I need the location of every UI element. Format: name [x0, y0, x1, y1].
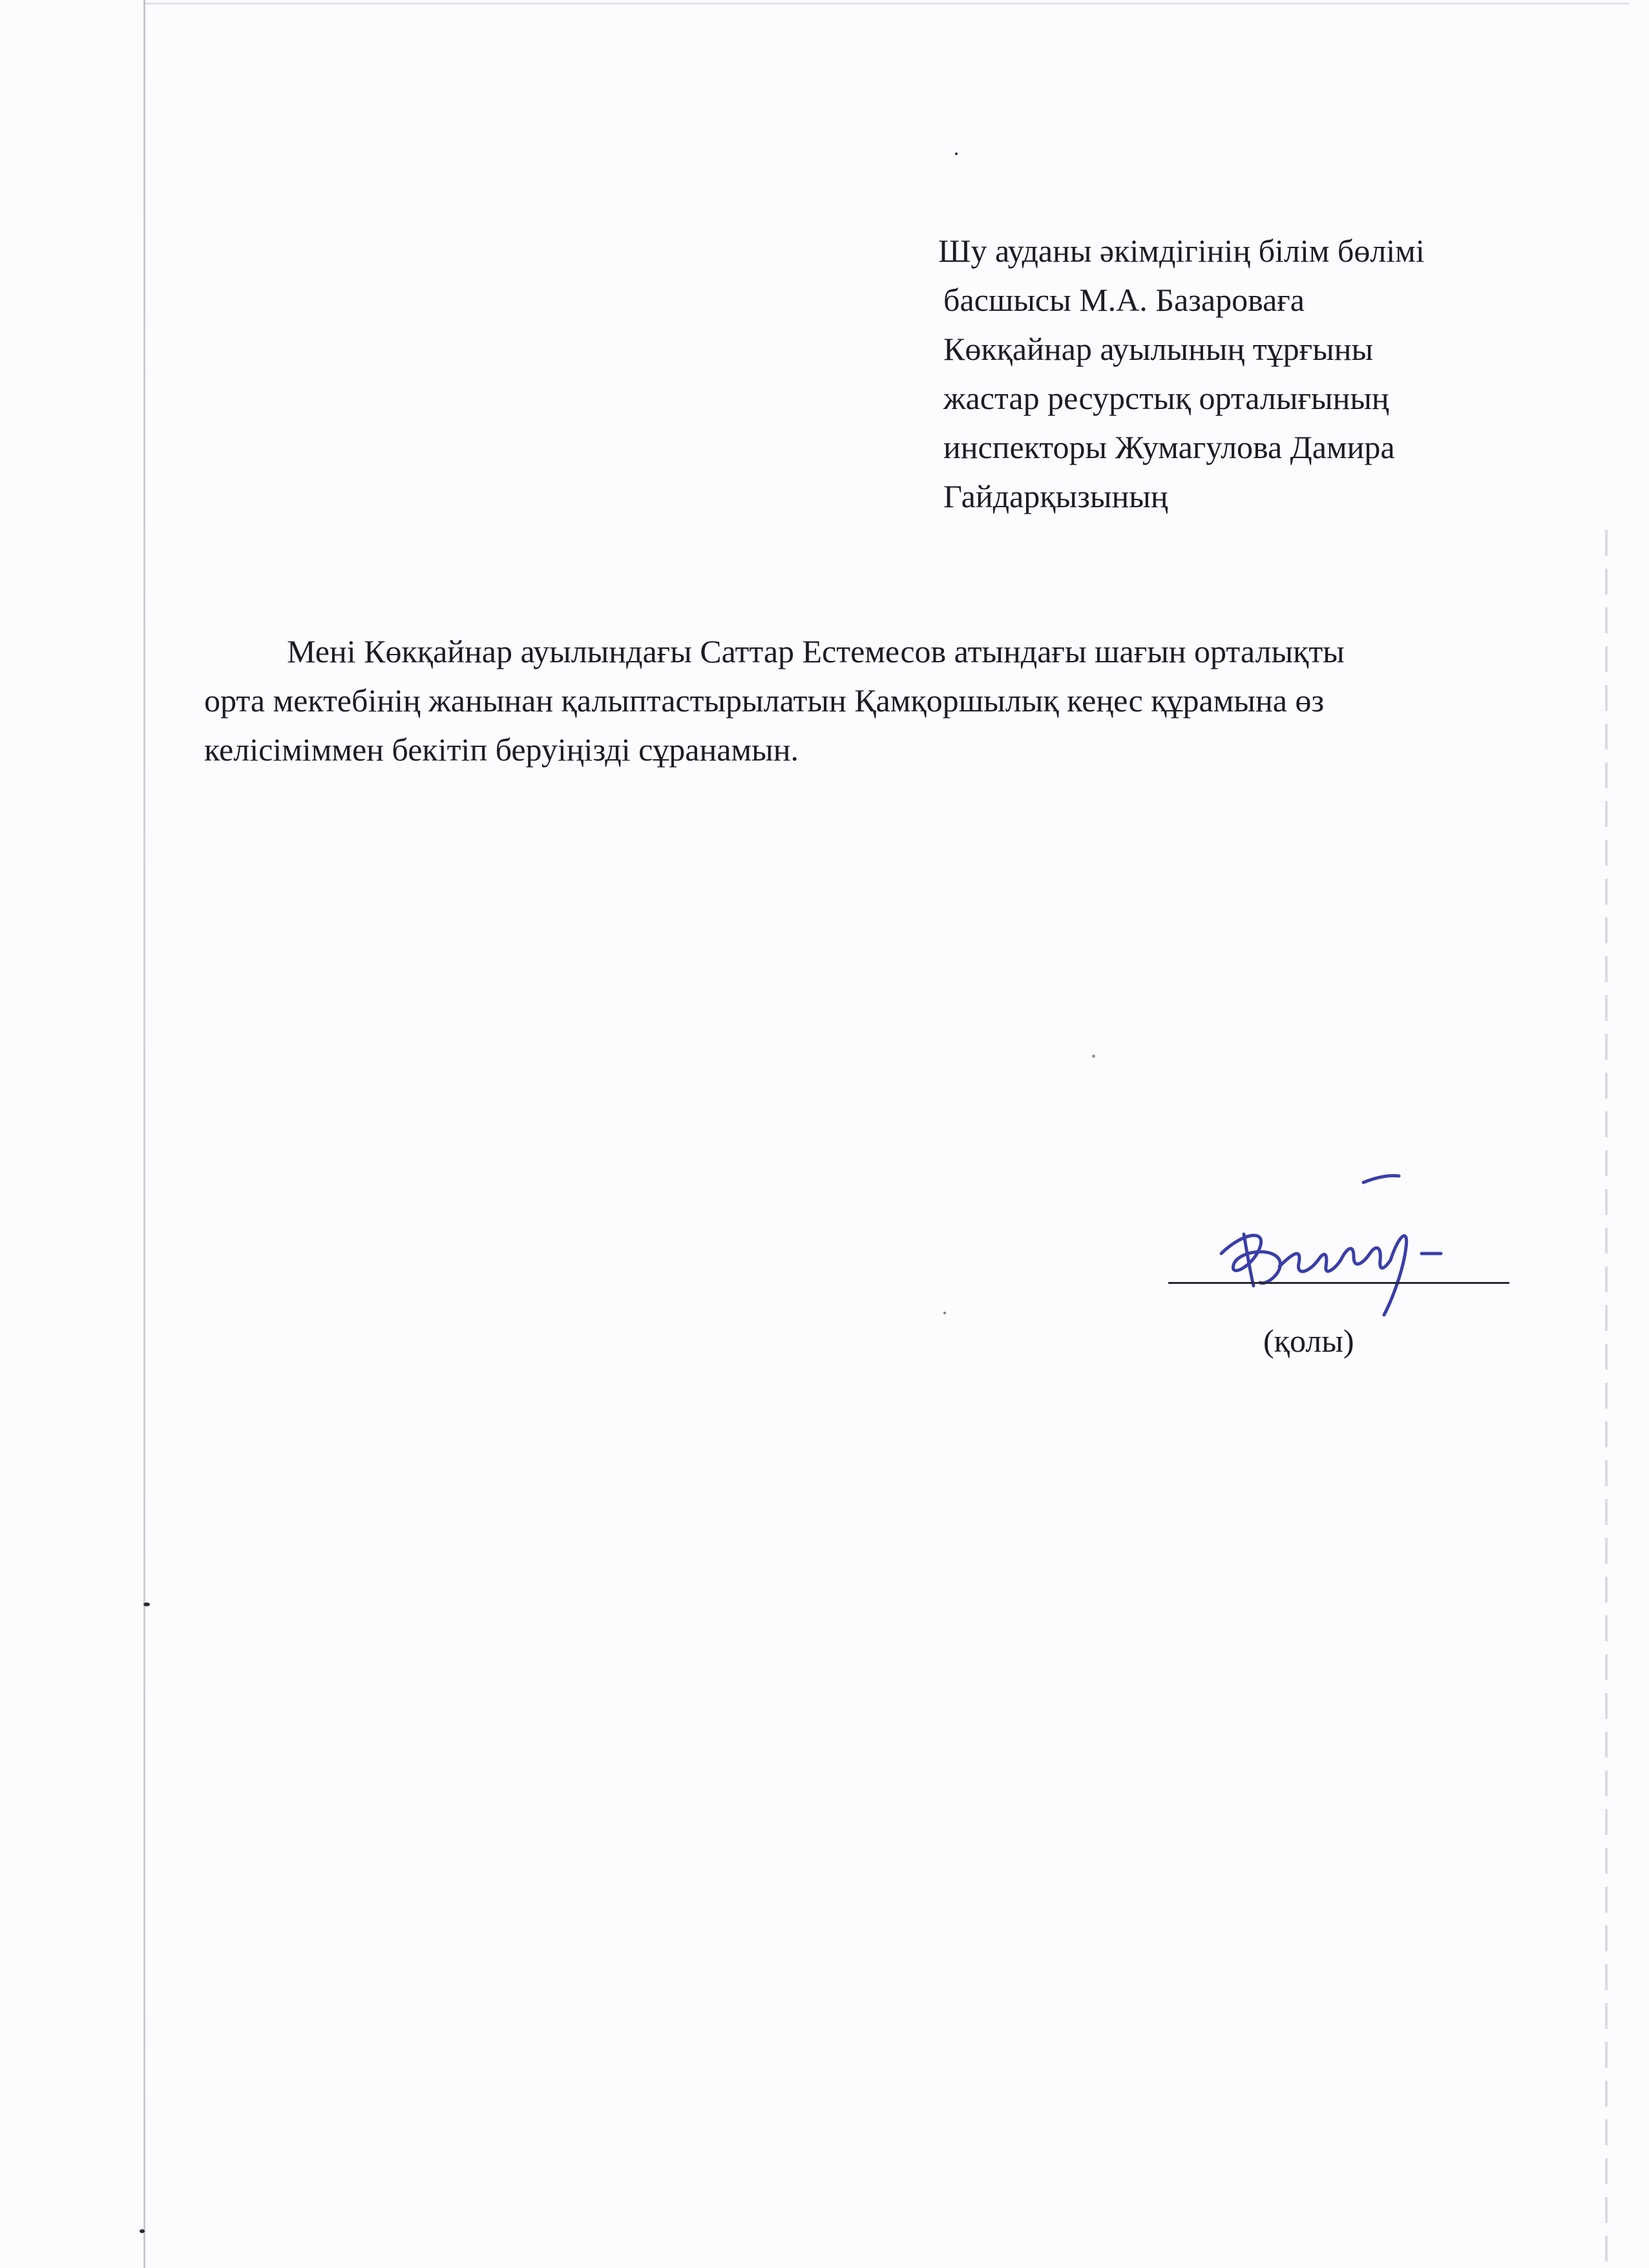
paragraph-line: орта мектебінің жанынан қалыптастырылатын Қамқоршылық кеңес құрамына өз — [204, 682, 1325, 719]
scan-right-edge — [1605, 530, 1608, 2268]
addressee-line: Көкқайнар ауылының тұрғыны — [943, 331, 1374, 367]
scan-speck — [1092, 1055, 1095, 1058]
addressee-line: басшысы М.А. Базароваға — [943, 282, 1305, 318]
scan-top-edge — [143, 3, 1630, 5]
paragraph-line: Мені Көкқайнар ауылындағы Саттар Естемесов атындағы шағын орталықты — [287, 633, 1345, 669]
addressee-line: Гайдарқызының — [943, 478, 1168, 514]
request-paragraph — [204, 627, 1516, 774]
scan-speck — [143, 1602, 150, 1606]
scan-fold-line — [143, 0, 145, 2268]
scan-speck — [943, 1312, 946, 1314]
addressee-block — [938, 226, 1584, 521]
scan-speck — [955, 152, 958, 155]
handwritten-signature — [1215, 1157, 1486, 1325]
scan-speck — [140, 2229, 145, 2233]
addressee-line: жастар ресурстық орталығының — [943, 380, 1389, 416]
signature-line — [1168, 1282, 1509, 1284]
addressee-line: Шу ауданы әкімдігінің білім бөлімі — [938, 233, 1425, 269]
paragraph-line: келісіміммен бекітіп беруіңізді сұранамын. — [204, 731, 799, 768]
signature-caption: (қолы) — [1263, 1323, 1354, 1359]
addressee-line: инспекторы Жумагулова Дамира — [943, 429, 1395, 465]
